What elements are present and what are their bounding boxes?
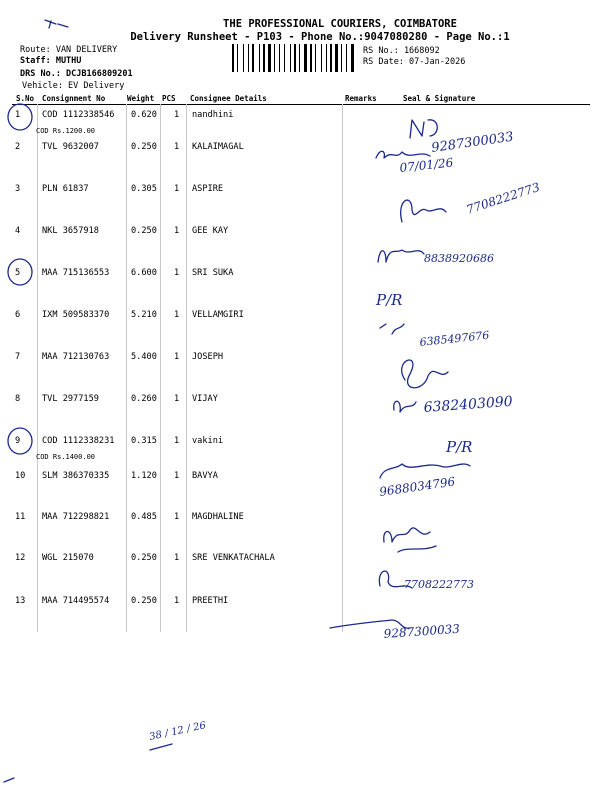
barcode-bar [259, 44, 260, 72]
row-consignee: ASPIRE [192, 184, 224, 194]
barcode-bar [299, 44, 300, 72]
barcode-bar [235, 44, 236, 72]
col-remarks: Remarks [345, 94, 377, 103]
row-weight: 0.260 [131, 394, 157, 404]
barcode-bar [330, 44, 332, 72]
cod-amount: COD Rs.1400.00 [36, 453, 96, 461]
row-consignment: NKL 3657918 [42, 226, 99, 236]
barcode-bar [323, 44, 325, 72]
row-consignee: PREETHI [192, 596, 229, 606]
row-weight: 0.250 [131, 596, 157, 606]
barcode-bar [255, 44, 258, 72]
row-pcs: 1 [174, 352, 180, 362]
table-row [0, 512, 600, 532]
row-sno: 2 [15, 142, 21, 152]
pr-6: P/R [376, 291, 403, 309]
row-consignee: SRI SUKA [192, 268, 234, 278]
row-consignee: nandhini [192, 110, 234, 120]
barcode-bar [239, 44, 242, 72]
table-row [0, 352, 600, 372]
barcode-bar [341, 44, 342, 72]
table-row [0, 268, 600, 288]
phone-3: 7708222773 [464, 179, 542, 217]
barcode-bar [348, 44, 350, 72]
row-weight: 5.210 [131, 310, 157, 320]
col-pcs: PCS [162, 94, 176, 103]
barcode-bar [351, 44, 354, 72]
col-consignee: Consignee Details [190, 94, 267, 103]
row-sno: 8 [15, 394, 21, 404]
row-pcs: 1 [174, 110, 180, 120]
date-2: 07/01/26 [398, 155, 454, 175]
row-consignment: WGL 215070 [42, 553, 94, 563]
table-row [0, 596, 600, 616]
barcode-bar [279, 44, 280, 72]
row-weight: 0.485 [131, 512, 157, 522]
row-consignment: COD 1112338546 [42, 110, 115, 120]
vehicle-label: Vehicle: EV Delivery [22, 81, 125, 91]
barcode-bar [339, 44, 340, 72]
row-pcs: 1 [174, 142, 180, 152]
barcode-bar [333, 44, 334, 72]
phone-12: 7708222773 [404, 578, 474, 591]
row-pcs: 1 [174, 471, 180, 481]
date-11 [398, 546, 436, 552]
table-row [0, 471, 600, 491]
phone-1: 9287300033 [430, 129, 515, 156]
barcode-bar [281, 44, 283, 72]
phone-6: 6385497676 [418, 328, 490, 349]
cod-amount: COD Rs.1200.00 [36, 127, 96, 135]
barcode-bar [308, 44, 309, 72]
row-sno: 9 [15, 436, 21, 446]
row-weight: 0.620 [131, 110, 157, 120]
row-pcs: 1 [174, 310, 180, 320]
barcode-bar [297, 44, 298, 72]
row-pcs: 1 [174, 394, 180, 404]
col-seal: Seal & Signature [403, 94, 476, 103]
barcode-bar [335, 44, 338, 72]
barcode-bar [292, 44, 293, 72]
row-consignment: SLM 386370335 [42, 471, 110, 481]
row-consignment: IXM 509583370 [42, 310, 110, 320]
barcode-bar [237, 44, 238, 72]
barcode-bar [301, 44, 303, 72]
row-weight: 6.600 [131, 268, 157, 278]
rs-number: RS No.: 1668092 [363, 46, 440, 56]
row-consignment: MAA 712130763 [42, 352, 110, 362]
row-consignee: VELLAMGIRI [192, 310, 244, 320]
barcode-bar [321, 44, 322, 72]
table-row [0, 553, 600, 573]
barcode-bar [315, 44, 316, 72]
company-title: THE PROFESSIONAL COURIERS, COIMBATORE [223, 18, 457, 30]
barcode-bar [243, 44, 244, 72]
col-consignment: Consignment No [42, 94, 106, 103]
barcode-bar [268, 44, 271, 72]
row-sno: 6 [15, 310, 21, 320]
table-row [0, 184, 600, 204]
barcode-bar [290, 44, 291, 72]
row-sno: 5 [15, 268, 21, 278]
barcode-bar [245, 44, 247, 72]
phone-8: 6382403090 [423, 393, 514, 416]
row-consignment: COD 1112338231 [42, 436, 115, 446]
route-label: Route: VAN DELIVERY [20, 45, 118, 55]
barcode-bar [232, 44, 234, 72]
barcode-bar [343, 44, 345, 72]
barcode-bar [261, 44, 262, 72]
row-consignee: BAVYA [192, 471, 218, 481]
row-consignee: SRE VENKATACHALA [192, 553, 275, 563]
row-consignee: GEE KAY [192, 226, 229, 236]
row-sno: 12 [15, 553, 26, 563]
header-rule [12, 104, 590, 105]
barcode-bar [326, 44, 327, 72]
barcode-bar [266, 44, 267, 72]
row-sno: 13 [15, 596, 26, 606]
row-sno: 11 [15, 512, 26, 522]
table-row [0, 310, 600, 330]
row-weight: 5.400 [131, 352, 157, 362]
table-row [0, 142, 600, 162]
pr-9: P/R [446, 438, 473, 456]
tally-note: 38 / 12 / 26 [148, 720, 208, 743]
corner-mark [4, 778, 14, 782]
phone-13: 9287300033 [383, 621, 461, 641]
barcode-bar [304, 44, 307, 72]
barcode-bar [313, 44, 314, 72]
tally-underline [150, 744, 172, 750]
row-consignee: MAGDHALINE [192, 512, 244, 522]
row-consignee: KALAIMAGAL [192, 142, 244, 152]
barcode-bar [286, 44, 289, 72]
barcode-bar [274, 44, 275, 72]
signature-12 [379, 571, 412, 588]
row-consignment: TVL 2977159 [42, 394, 99, 404]
row-consignment: MAA 712298821 [42, 512, 110, 522]
barcode [232, 44, 357, 72]
row-weight: 0.250 [131, 142, 157, 152]
barcode-bar [248, 44, 249, 72]
barcode-bar [310, 44, 312, 72]
row-sno: 10 [15, 471, 26, 481]
row-sno: 4 [15, 226, 21, 236]
row-sno: 3 [15, 184, 21, 194]
row-consignment: MAA 715136553 [42, 268, 110, 278]
row-pcs: 1 [174, 436, 180, 446]
row-weight: 0.250 [131, 553, 157, 563]
row-weight: 0.250 [131, 226, 157, 236]
rs-date: RS Date: 07-Jan-2026 [363, 57, 466, 67]
barcode-bar [284, 44, 285, 72]
runsheet-title: Delivery Runsheet - P103 - Phone No.:9047080280 - Page No.:1 [130, 31, 510, 43]
row-pcs: 1 [174, 268, 180, 278]
signature-4 [378, 250, 424, 262]
row-weight: 0.315 [131, 436, 157, 446]
row-pcs: 1 [174, 596, 180, 606]
row-consignee: VIJAY [192, 394, 218, 404]
phone-5: 8838920686 [424, 252, 494, 265]
col-weight: Weight [127, 94, 155, 103]
row-weight: 1.120 [131, 471, 157, 481]
row-consignee: JOSEPH [192, 352, 224, 362]
table-row [0, 226, 600, 246]
barcode-bar [346, 44, 347, 72]
barcode-bar [263, 44, 265, 72]
drs-number: DRS No.: DCJB166809201 [20, 69, 133, 79]
barcode-bar [252, 44, 254, 72]
barcode-bar [276, 44, 278, 72]
barcode-bar [294, 44, 296, 72]
row-pcs: 1 [174, 512, 180, 522]
phone-10: 9688034796 [378, 474, 457, 499]
col-sno: S.No [16, 94, 35, 103]
barcode-bar [272, 44, 273, 72]
row-pcs: 1 [174, 553, 180, 563]
barcode-bar [317, 44, 320, 72]
barcode-bar [328, 44, 329, 72]
row-consignment: MAA 714495574 [42, 596, 110, 606]
row-consignment: TVL 9632007 [42, 142, 99, 152]
barcode-bar [355, 44, 356, 72]
barcode-bar [250, 44, 251, 72]
row-sno: 7 [15, 352, 21, 362]
row-weight: 0.305 [131, 184, 157, 194]
row-pcs: 1 [174, 226, 180, 236]
row-pcs: 1 [174, 184, 180, 194]
staff-label: Staff: MUTHU [20, 56, 82, 66]
table-row [0, 394, 600, 414]
row-sno: 1 [15, 110, 21, 120]
row-consignment: PLN 61837 [42, 184, 89, 194]
row-consignee: vakini [192, 436, 224, 446]
